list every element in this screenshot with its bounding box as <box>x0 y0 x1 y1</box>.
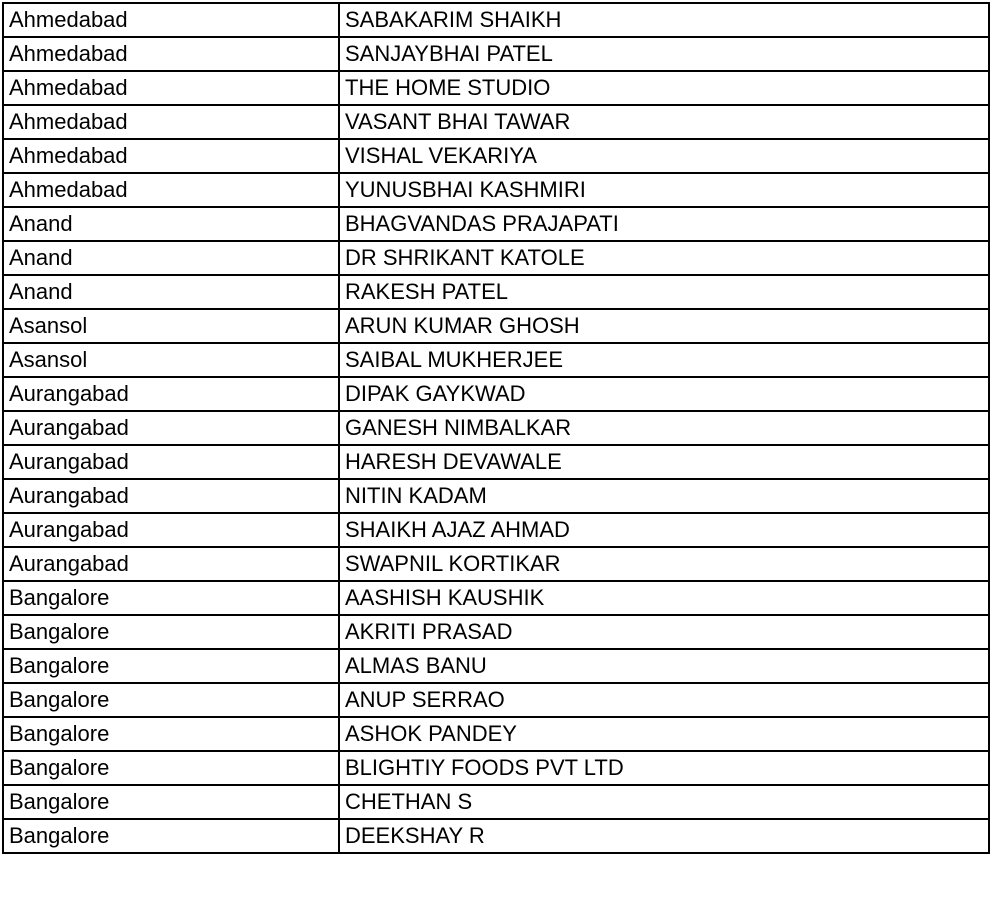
name-cell[interactable]: AKRITI PRASAD <box>339 615 989 649</box>
city-cell[interactable]: Aurangabad <box>3 411 339 445</box>
city-cell[interactable]: Ahmedabad <box>3 105 339 139</box>
table-row <box>3 173 989 207</box>
table-row <box>3 581 989 615</box>
city-cell[interactable]: Ahmedabad <box>3 139 339 173</box>
name-cell[interactable]: THE HOME STUDIO <box>339 71 989 105</box>
name-cell[interactable]: CHETHAN S <box>339 785 989 819</box>
table-row <box>3 377 989 411</box>
name-cell[interactable]: ASHOK PANDEY <box>339 717 989 751</box>
name-cell[interactable]: AASHISH KAUSHIK <box>339 581 989 615</box>
city-cell[interactable]: Ahmedabad <box>3 173 339 207</box>
city-cell[interactable]: Aurangabad <box>3 547 339 581</box>
name-cell[interactable]: RAKESH PATEL <box>339 275 989 309</box>
name-cell[interactable]: DR SHRIKANT KATOLE <box>339 241 989 275</box>
city-cell[interactable]: Bangalore <box>3 683 339 717</box>
table-row <box>3 105 989 139</box>
name-cell[interactable]: SHAIKH AJAZ AHMAD <box>339 513 989 547</box>
table-body <box>3 3 989 853</box>
table-row <box>3 479 989 513</box>
name-cell[interactable]: GANESH NIMBALKAR <box>339 411 989 445</box>
table-row <box>3 717 989 751</box>
name-cell[interactable]: SANJAYBHAI PATEL <box>339 37 989 71</box>
table-row <box>3 71 989 105</box>
city-cell[interactable]: Bangalore <box>3 581 339 615</box>
table-row <box>3 343 989 377</box>
city-cell[interactable]: Ahmedabad <box>3 37 339 71</box>
city-cell[interactable]: Aurangabad <box>3 445 339 479</box>
table-row <box>3 513 989 547</box>
name-cell[interactable]: ALMAS BANU <box>339 649 989 683</box>
city-cell[interactable]: Bangalore <box>3 785 339 819</box>
table-row <box>3 3 989 37</box>
city-cell[interactable]: Bangalore <box>3 615 339 649</box>
table-row <box>3 207 989 241</box>
name-cell[interactable]: VISHAL VEKARIYA <box>339 139 989 173</box>
city-cell[interactable]: Ahmedabad <box>3 71 339 105</box>
table-row <box>3 649 989 683</box>
name-cell[interactable]: DIPAK GAYKWAD <box>339 377 989 411</box>
table-row <box>3 819 989 853</box>
name-cell[interactable]: NITIN KADAM <box>339 479 989 513</box>
table-row <box>3 615 989 649</box>
city-cell[interactable]: Bangalore <box>3 649 339 683</box>
spreadsheet-table <box>2 2 990 854</box>
table-row <box>3 241 989 275</box>
name-cell[interactable]: SAIBAL MUKHERJEE <box>339 343 989 377</box>
city-cell[interactable]: Anand <box>3 241 339 275</box>
name-cell[interactable]: VASANT BHAI TAWAR <box>339 105 989 139</box>
table-row <box>3 411 989 445</box>
city-cell[interactable]: Bangalore <box>3 819 339 853</box>
name-cell[interactable]: YUNUSBHAI KASHMIRI <box>339 173 989 207</box>
city-cell[interactable]: Aurangabad <box>3 513 339 547</box>
name-cell[interactable]: SABAKARIM SHAIKH <box>339 3 989 37</box>
name-cell[interactable]: DEEKSHAY R <box>339 819 989 853</box>
city-cell[interactable]: Asansol <box>3 309 339 343</box>
name-cell[interactable]: ARUN KUMAR GHOSH <box>339 309 989 343</box>
city-cell[interactable]: Bangalore <box>3 717 339 751</box>
name-cell[interactable]: HARESH DEVAWALE <box>339 445 989 479</box>
city-cell[interactable]: Ahmedabad <box>3 3 339 37</box>
table-row <box>3 37 989 71</box>
name-cell[interactable]: ANUP SERRAO <box>339 683 989 717</box>
city-cell[interactable]: Aurangabad <box>3 479 339 513</box>
name-cell[interactable]: SWAPNIL KORTIKAR <box>339 547 989 581</box>
table-row <box>3 683 989 717</box>
table-row <box>3 751 989 785</box>
table-row <box>3 275 989 309</box>
table-row <box>3 547 989 581</box>
table-row <box>3 785 989 819</box>
city-cell[interactable]: Aurangabad <box>3 377 339 411</box>
name-cell[interactable]: BLIGHTIY FOODS PVT LTD <box>339 751 989 785</box>
name-cell[interactable]: BHAGVANDAS PRAJAPATI <box>339 207 989 241</box>
city-cell[interactable]: Bangalore <box>3 751 339 785</box>
city-cell[interactable]: Anand <box>3 207 339 241</box>
table-row <box>3 445 989 479</box>
city-cell[interactable]: Asansol <box>3 343 339 377</box>
table-row <box>3 139 989 173</box>
city-cell[interactable]: Anand <box>3 275 339 309</box>
table-row <box>3 309 989 343</box>
